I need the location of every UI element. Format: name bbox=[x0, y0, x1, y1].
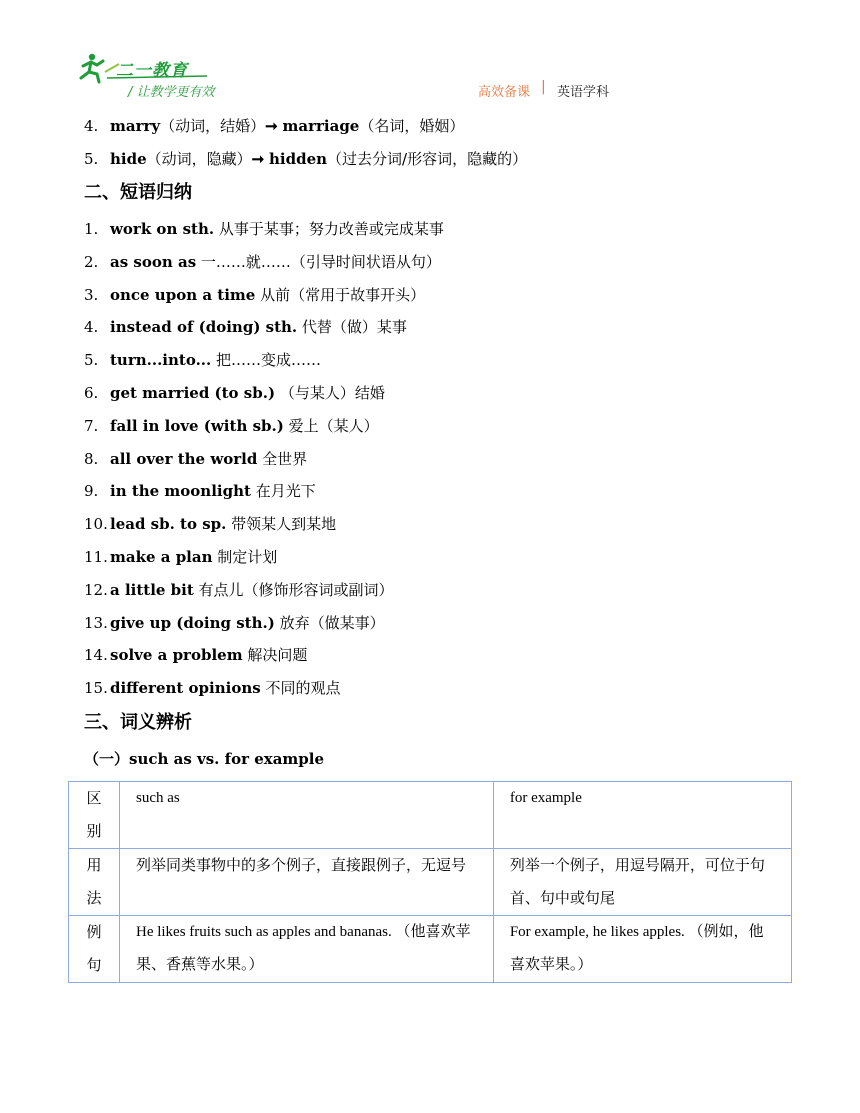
header-badge-left: 高效备课 bbox=[478, 85, 531, 100]
phrase-english: fall in love (with sb.) bbox=[110, 417, 284, 435]
phrase-item bbox=[84, 252, 441, 272]
item-number: 10. bbox=[84, 515, 108, 533]
word-note: （动词，结婚） bbox=[160, 117, 266, 135]
item-number: 3. bbox=[84, 286, 99, 304]
phrase-english: get married (to sb.) bbox=[110, 384, 276, 402]
comparison-table bbox=[68, 781, 792, 983]
phrase-chinese: 解决问题 bbox=[242, 646, 308, 664]
word-note: （动词，隐藏） bbox=[146, 150, 252, 168]
phrase-english: instead of (doing) sth. bbox=[110, 318, 298, 336]
phrase-item bbox=[84, 645, 307, 665]
table-row bbox=[69, 916, 792, 983]
phrase-item bbox=[84, 383, 385, 403]
phrase-item bbox=[84, 416, 379, 436]
phrase-item bbox=[84, 580, 394, 600]
phrase-english: solve a problem bbox=[110, 646, 243, 664]
phrase-item bbox=[84, 449, 307, 469]
phrase-chinese: 放弃（做某事） bbox=[274, 614, 385, 632]
phrase-english: in the moonlight bbox=[110, 482, 251, 500]
phrase-english: work on sth. bbox=[110, 220, 215, 238]
table-cell: 列举同类事物中的多个例子，直接跟例子，无逗号 bbox=[119, 849, 493, 916]
phrase-chinese: 在月光下 bbox=[250, 482, 316, 500]
phrase-english: turn...into... bbox=[110, 351, 212, 369]
phrase-english: as soon as bbox=[110, 253, 197, 271]
word: hide bbox=[110, 150, 147, 168]
phrase-chinese: 全世界 bbox=[257, 450, 308, 468]
phrase-english: give up (doing sth.) bbox=[110, 614, 275, 632]
section-heading: 二、短语归纳 bbox=[84, 182, 192, 203]
header-badge-right: 英语学科 bbox=[557, 85, 610, 100]
item-number: 7. bbox=[84, 417, 99, 435]
phrase-item bbox=[84, 285, 425, 305]
phrase-chinese: 不同的观点 bbox=[260, 679, 341, 697]
phrase-english: all over the world bbox=[110, 450, 258, 468]
subsection-prefix: （一） bbox=[84, 750, 130, 768]
phrase-english: a little bit bbox=[110, 581, 194, 599]
item-number: 4. bbox=[84, 117, 99, 135]
item-number: 2. bbox=[84, 253, 99, 271]
item-number: 11. bbox=[84, 548, 108, 566]
section-heading: 三、词义辨析 bbox=[84, 712, 192, 733]
row-header-char: 区 bbox=[86, 789, 102, 807]
phrase-chinese: 代替（做）某事 bbox=[297, 318, 407, 336]
row-header-char: 句 bbox=[86, 956, 102, 974]
phrase-chinese: 带领某人到某地 bbox=[226, 515, 337, 533]
derived-note: （过去分词/形容词，隐藏的） bbox=[327, 150, 528, 168]
item-number: 12. bbox=[84, 581, 108, 599]
phrase-chinese: 从事于某事；努力改善或完成某事 bbox=[214, 220, 444, 238]
row-header-char: 法 bbox=[86, 889, 102, 907]
table-row bbox=[69, 782, 792, 849]
phrase-english: once upon a time bbox=[110, 286, 256, 304]
phrase-item bbox=[84, 350, 321, 370]
phrase-chinese: 从前（常用于故事开头） bbox=[255, 286, 426, 304]
table-cell: for example bbox=[493, 782, 791, 849]
item-number: 5. bbox=[84, 150, 99, 168]
derived-word: hidden bbox=[269, 150, 328, 168]
phrase-item bbox=[84, 219, 444, 239]
item-number: 15. bbox=[84, 679, 108, 697]
derived-word: marriage bbox=[282, 117, 360, 135]
arrow-icon: ➞ bbox=[251, 150, 265, 168]
item-number: 13. bbox=[84, 614, 108, 632]
subsection-heading bbox=[84, 749, 324, 769]
row-header-char: 例 bbox=[86, 923, 102, 941]
row-header-char: 别 bbox=[86, 822, 102, 840]
row-header bbox=[69, 916, 120, 983]
phrase-english: different opinions bbox=[110, 679, 261, 697]
word: marry bbox=[110, 117, 161, 135]
derived-note: （名词，婚姻） bbox=[359, 117, 465, 135]
item-number: 14. bbox=[84, 646, 108, 664]
table-cell: For example, he likes apples. （例如，他喜欢苹果。） bbox=[493, 916, 791, 983]
table-cell: He likes fruits such as apples and bananas. （他喜欢苹果、香蕉等水果。） bbox=[119, 916, 493, 983]
phrase-chinese: 一……就……（引导时间状语从句） bbox=[196, 253, 441, 271]
phrase-item bbox=[84, 547, 277, 567]
phrase-item bbox=[84, 678, 340, 698]
phrase-chinese: 制定计划 bbox=[212, 548, 278, 566]
phrase-english: make a plan bbox=[110, 548, 213, 566]
phrase-item bbox=[84, 317, 407, 337]
item-number: 5. bbox=[84, 351, 99, 369]
phrase-english: lead sb. to sp. bbox=[110, 515, 227, 533]
phrase-item bbox=[84, 613, 385, 633]
logo-text: 二一教育 bbox=[116, 61, 188, 81]
table-cell: 列举一个例子，用逗号隔开，可位于句首、句中或句尾 bbox=[493, 849, 791, 916]
item-number: 4. bbox=[84, 318, 99, 336]
phrase-chinese: （与某人）结婚 bbox=[275, 384, 385, 402]
phrase-chinese: 有点儿（修饰形容词或副词） bbox=[193, 581, 394, 599]
item-number: 8. bbox=[84, 450, 99, 468]
phrase-item bbox=[84, 481, 316, 501]
item-number: 9. bbox=[84, 482, 99, 500]
phrase-chinese: 把……变成…… bbox=[211, 351, 322, 369]
word-form-item bbox=[84, 116, 464, 136]
row-header bbox=[69, 782, 120, 849]
header-separator: | bbox=[541, 79, 546, 95]
item-number: 6. bbox=[84, 384, 99, 402]
phrase-item bbox=[84, 514, 336, 534]
table-row bbox=[69, 849, 792, 916]
phrase-chinese: 爱上（某人） bbox=[283, 417, 379, 435]
word-form-item bbox=[84, 149, 527, 169]
item-number: 1. bbox=[84, 220, 99, 238]
row-header-char: 用 bbox=[86, 856, 102, 874]
table-cell: such as bbox=[119, 782, 493, 849]
page-header bbox=[0, 0, 860, 105]
row-header bbox=[69, 849, 120, 916]
slogan: / 让教学更有效 bbox=[128, 85, 215, 100]
subsection-title: such as vs. for example bbox=[129, 750, 325, 768]
arrow-icon: ➞ bbox=[265, 117, 278, 135]
